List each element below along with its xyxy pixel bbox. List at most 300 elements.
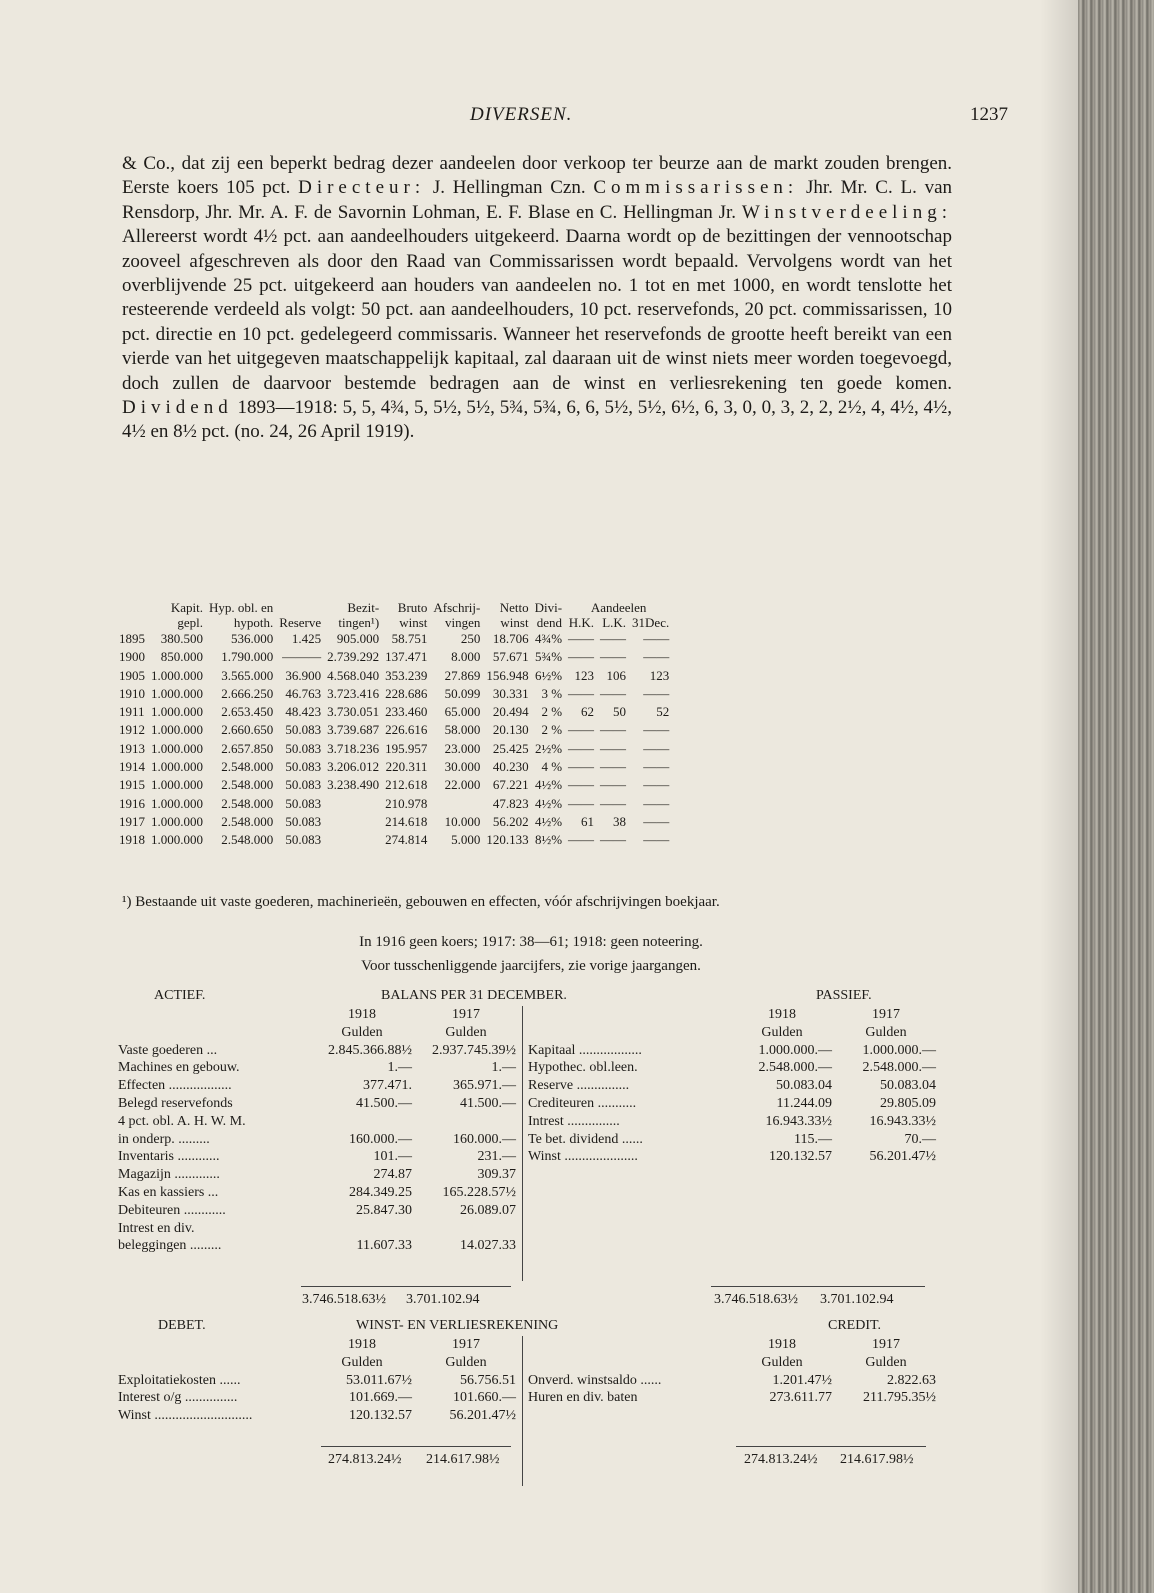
- column-header: Kapit.: [170, 600, 203, 615]
- table-cell: 380.500: [160, 631, 203, 646]
- account-amount: 165.228.57½: [442, 1184, 516, 1200]
- table-cell: 57.671: [492, 649, 529, 665]
- table-row: [116, 740, 672, 758]
- history-table: [116, 600, 672, 850]
- account-label: beleggingen .........: [118, 1238, 222, 1254]
- account-label: Huren en div. baten: [528, 1390, 638, 1406]
- table-cell: 2½%: [534, 740, 563, 756]
- account-amount: 273.611.77: [769, 1390, 832, 1406]
- table-cell: ———: [282, 649, 322, 665]
- table-cell: ——: [600, 759, 627, 775]
- column-header: Reserve: [279, 615, 322, 630]
- table-cell: 50.083: [285, 832, 322, 848]
- table-cell: 1918: [119, 832, 145, 848]
- table-cell: 8½%: [534, 832, 563, 848]
- book-edge: [1078, 0, 1154, 1593]
- table-cell: 1912: [119, 722, 145, 738]
- account-row: [116, 1389, 518, 1407]
- account-label: Winst .....................: [528, 1149, 638, 1165]
- account-amount: 1.201.47½: [772, 1372, 832, 1388]
- debet-total-1918: 274.813.24½: [328, 1452, 402, 1467]
- table-cell: ——: [568, 832, 595, 848]
- table-cell: 4½%: [534, 777, 563, 793]
- table-cell: ——: [568, 631, 595, 646]
- column-header: vingen: [444, 615, 481, 630]
- table-cell: 2.666.250: [221, 685, 274, 701]
- column-header: winst: [500, 615, 529, 630]
- account-amount: 211.795.35½: [863, 1390, 936, 1406]
- running-header: [0, 104, 1040, 134]
- table-cell: 226.616: [385, 722, 428, 738]
- table-cell: 233.460: [385, 704, 428, 720]
- table-cell: 1.000.000: [151, 813, 203, 829]
- account-label: Inventaris ............: [118, 1149, 220, 1165]
- label-dividend: Dividend: [122, 397, 233, 419]
- debet-title: DEBET.: [158, 1318, 206, 1333]
- table-cell: 1.000.000: [151, 777, 203, 793]
- table-cell: [324, 813, 382, 831]
- table-cell: 50.083: [285, 795, 322, 811]
- table-cell: 18.706: [492, 631, 529, 646]
- table-cell: 5.000: [451, 832, 481, 848]
- account-row: [116, 1184, 518, 1202]
- table-cell: 3.238.490: [327, 777, 380, 793]
- table-cell: 1913: [119, 740, 145, 756]
- account-row: [526, 1113, 938, 1131]
- table-cell: 905.000: [336, 631, 380, 646]
- table-cell: 6½%: [534, 667, 563, 683]
- table-cell: 850.000: [160, 649, 203, 665]
- table-cell: 1.790.000: [221, 649, 274, 665]
- table-cell: 1905: [119, 667, 145, 683]
- balance-title: BALANS PER 31 DECEMBER.: [381, 988, 567, 1003]
- table-cell: ——: [568, 740, 595, 756]
- table-cell: 10.000: [444, 813, 481, 829]
- account-amount: 1.000.000.—: [862, 1042, 936, 1058]
- account-row: [116, 1095, 518, 1113]
- table-cell: 56.202: [492, 813, 529, 829]
- account-row: [116, 1113, 518, 1131]
- account-amount: [310, 1113, 414, 1131]
- table-header-row: [116, 600, 672, 615]
- account-row: [116, 1372, 518, 1390]
- table-cell: 2.548.000: [221, 813, 274, 829]
- table-cell: ——: [643, 685, 670, 701]
- debet-table: [116, 1336, 518, 1425]
- table-cell: 30.331: [492, 685, 529, 701]
- account-amount: [414, 1113, 518, 1131]
- label-directeur: Directeur:: [298, 177, 426, 199]
- account-label: Kas en kassiers ...: [118, 1184, 219, 1200]
- account-amount: 2.845.366.88½: [328, 1042, 412, 1058]
- table-cell: 250: [460, 631, 481, 646]
- table-cell: 1.000.000: [151, 704, 203, 720]
- account-amount: 14.027.33: [460, 1238, 516, 1254]
- account-label: Hypothec. obl.leen.: [528, 1060, 638, 1076]
- account-amount: 41.500.—: [460, 1095, 516, 1111]
- table-cell: 214.618: [385, 813, 428, 829]
- credit-total-1918: 274.813.24½: [744, 1452, 818, 1467]
- year-1918: 1918: [348, 1007, 376, 1022]
- unit-gulden: Gulden: [341, 1024, 383, 1040]
- unit-gulden: Gulden: [445, 1024, 487, 1040]
- unit-gulden: Gulden: [865, 1354, 907, 1370]
- running-title: DIVERSEN.: [470, 104, 573, 125]
- column-header: L.K.: [602, 615, 627, 630]
- table-cell: 50.083: [285, 813, 322, 829]
- table-cell: 1.000.000: [151, 740, 203, 756]
- table-cell: ——: [568, 795, 595, 811]
- table-cell: 1.000.000: [151, 795, 203, 811]
- table-cell: 1910: [119, 685, 145, 701]
- table-cell: ——: [600, 631, 627, 646]
- column-header: Afschrij-: [433, 600, 481, 615]
- table-cell: 2 %: [541, 704, 563, 720]
- account-amount: 101.660.—: [453, 1390, 516, 1406]
- table-row: [116, 795, 672, 813]
- table-row: [116, 685, 672, 703]
- account-label: Exploitatiekosten ......: [118, 1372, 241, 1388]
- unit-gulden: Gulden: [865, 1024, 907, 1040]
- account-amount: 1.000.000.—: [758, 1042, 832, 1058]
- column-header: Bezit-: [347, 600, 380, 615]
- table-cell: ——: [643, 759, 670, 775]
- winst-heading: [116, 1318, 946, 1336]
- account-label: Belegd reservefonds: [118, 1095, 233, 1111]
- account-row: [116, 1220, 518, 1238]
- table-cell: 2 %: [541, 722, 563, 738]
- year-1918: 1918: [768, 1007, 796, 1022]
- debet-total-1917: 214.617.98½: [426, 1452, 500, 1467]
- account-amount: 101.—: [373, 1149, 412, 1165]
- account-amount: 2.548.000.—: [862, 1060, 936, 1076]
- account-amount: 16.943.33½: [765, 1113, 832, 1129]
- credit-table: [526, 1336, 938, 1407]
- actief-total-1917: 3.701.102.94: [406, 1292, 480, 1307]
- account-row: [116, 1202, 518, 1220]
- table-cell: 8.000: [451, 649, 481, 665]
- account-label: 4 pct. obl. A. H. W. M.: [118, 1113, 246, 1129]
- passief-title: PASSIEF.: [816, 988, 872, 1003]
- account-amount: 2.822.63: [887, 1372, 936, 1388]
- account-row: [116, 1131, 518, 1149]
- table-cell: ——: [568, 685, 595, 701]
- table-row: [116, 667, 672, 685]
- page-gutter-shadow: [1040, 0, 1080, 1593]
- account-amount: [414, 1220, 518, 1238]
- table-cell: 27.869: [444, 667, 481, 683]
- table-cell: ——: [643, 740, 670, 756]
- account-amount: 56.201.47½: [449, 1408, 516, 1424]
- account-row: [116, 1059, 518, 1077]
- table-cell: 47.823: [492, 795, 529, 811]
- table-cell: 67.221: [492, 777, 529, 793]
- table-cell: ——: [600, 685, 627, 701]
- year-1918: 1918: [348, 1337, 376, 1352]
- account-row: [526, 1389, 938, 1407]
- text-segment: 1893—1918: 5, 5, 4¾, 5, 5½, 5½, 5¾, 5¾, 6, 6, 5½, 5½, 6½, 6, 3, 0, 0, 3, 2, 2, 2½, 4, 4½, 4½, 4½ en 8½ pct. (no. 24, 26 April 1919).: [122, 397, 952, 443]
- text-segment: Jhr. Mr. C. L. van Rensdorp, Jhr. Mr. A. F. de Savornin Lohman, E. F. Blase en C. Hellingman Jr.: [122, 177, 953, 223]
- table-cell: 2.548.000: [221, 777, 274, 793]
- table-header-row: [116, 615, 672, 630]
- table-row: [116, 721, 672, 739]
- table-cell: 65.000: [444, 704, 481, 720]
- column-header: Bruto: [397, 600, 428, 615]
- table-cell: 4 %: [541, 759, 563, 775]
- account-label: Reserve ...............: [528, 1078, 630, 1094]
- account-amount: 50.083.04: [880, 1078, 936, 1094]
- account-amount: 1.—: [387, 1060, 412, 1076]
- table-cell: 48.423: [285, 704, 322, 720]
- account-label: Crediteuren ...........: [528, 1095, 637, 1111]
- table-cell: 23.000: [444, 740, 481, 756]
- table-cell: [430, 795, 483, 813]
- account-label: Debiteuren ............: [118, 1202, 226, 1218]
- account-row: [526, 1095, 938, 1113]
- year-1917: 1917: [452, 1337, 480, 1352]
- account-label: Interest o/g ...............: [118, 1390, 238, 1406]
- page-number: 1237: [970, 104, 1008, 125]
- table-cell: 228.686: [385, 685, 428, 701]
- table-cell: 1911: [119, 704, 145, 720]
- table-cell: 52: [656, 704, 670, 720]
- account-label: Te bet. dividend ......: [528, 1131, 643, 1147]
- table-cell: 1.000.000: [151, 685, 203, 701]
- table-cell: 50.083: [285, 777, 322, 793]
- account-amount: 365.971.—: [453, 1078, 516, 1094]
- account-amount: 11.244.09: [776, 1095, 832, 1111]
- account-amount: 26.089.07: [460, 1202, 516, 1218]
- table-cell: 210.978: [385, 795, 428, 811]
- account-amount: 11.607.33: [356, 1238, 412, 1254]
- table-cell: ——: [568, 649, 595, 665]
- account-row: [526, 1077, 938, 1095]
- table-cell: 50.083: [285, 759, 322, 775]
- passief-table: [526, 1006, 938, 1166]
- label-winstverdeeling: Winstverdeeling:: [741, 201, 952, 223]
- table-cell: ——: [600, 795, 627, 811]
- table-cell: 61: [581, 813, 595, 829]
- table-cell: 46.763: [285, 685, 322, 701]
- account-amount: 56.201.47½: [869, 1149, 936, 1165]
- table-cell: 3.730.051: [327, 704, 380, 720]
- account-row: [526, 1148, 938, 1166]
- table-cell: ——: [600, 649, 627, 665]
- table-cell: 1914: [119, 759, 145, 775]
- account-amount: 16.943.33½: [869, 1113, 936, 1129]
- account-label: Machines en gebouw.: [118, 1060, 240, 1076]
- table-cell: ——: [568, 722, 595, 738]
- table-cell: 50.083: [285, 740, 322, 756]
- table-cell: 1.000.000: [151, 832, 203, 848]
- table-cell: 3.739.687: [327, 722, 380, 738]
- table-cell: 1.000.000: [151, 722, 203, 738]
- account-row: [116, 1148, 518, 1166]
- table-cell: 353.239: [385, 667, 428, 683]
- column-header: gepl.: [177, 615, 203, 630]
- credit-total-1917: 214.617.98½: [840, 1452, 914, 1467]
- account-row: [116, 1077, 518, 1095]
- table-cell: ——: [643, 649, 670, 665]
- column-header: Netto: [499, 600, 529, 615]
- year-1917: 1917: [872, 1337, 900, 1352]
- account-label: Winst ............................: [118, 1408, 253, 1424]
- label-commissarissen: Commissarissen:: [593, 177, 799, 199]
- account-amount: [310, 1220, 414, 1238]
- table-cell: 62: [581, 704, 595, 720]
- account-label: Magazijn .............: [118, 1167, 220, 1183]
- table-cell: 25.425: [492, 740, 529, 756]
- account-label: Effecten ..................: [118, 1078, 232, 1094]
- table-cell: ——: [568, 759, 595, 775]
- table-cell: ——: [643, 795, 670, 811]
- account-amount: 115.—: [794, 1131, 832, 1147]
- account-label: Intrest en div.: [118, 1220, 195, 1236]
- year-1917: 1917: [872, 1007, 900, 1022]
- column-header: H.K.: [568, 615, 595, 630]
- account-label: Onverd. winstsaldo ......: [528, 1372, 662, 1388]
- table-cell: 156.948: [486, 667, 529, 683]
- table-cell: 50: [613, 704, 627, 720]
- column-header: tingen¹): [338, 615, 380, 630]
- table-cell: 3 %: [541, 685, 563, 701]
- table-cell: ——: [643, 777, 670, 793]
- winst-title: WINST- EN VERLIESREKENING: [356, 1318, 559, 1333]
- account-amount: 160.000.—: [453, 1131, 516, 1147]
- column-header: 31Dec.: [632, 615, 670, 630]
- table-cell: ——: [600, 777, 627, 793]
- table-cell: 58.751: [391, 631, 428, 646]
- text-segment: Allereerst wordt 4½ pct. aan aandeelhouders uitgekeerd. Daarna wordt op de bezittingen der vennootschap zooveel afgeschreven als door den Raad van Commissarissen wordt bepaald. Vervolgens wordt van het overblijvende 25 pct. uitgekeerd aan houders van aandeelen no. 1 tot en met 1000, en wordt tenslotte het resteerende verdeeld als volgt: 50 pct. aan aandeelhouders, 10 pct. reservefonds, 20 pct. commissarissen, 10 pct. directie en 10 pct. gedelegeerd commissaris. Wanneer het reservefonds de grootte heeft bereikt van een vierde van het uitgegeven maatschappelijk kapitaal, zal daaraan uit de winst niets meer worden toegevoegd, doch zullen de daarvoor bestemde bedragen aan de winst en verliesrekening ten goede komen.: [122, 226, 952, 394]
- account-label: in onderp. .........: [118, 1131, 210, 1147]
- account-amount: 53.011.67½: [346, 1372, 412, 1388]
- table-cell: ——: [643, 832, 670, 848]
- column-header: Hyp. obl. en: [209, 600, 274, 615]
- year-1917: 1917: [452, 1007, 480, 1022]
- table-cell: 50.083: [285, 722, 322, 738]
- table-row: [116, 758, 672, 776]
- note-koers: In 1916 geen koers; 1917: 38—61; 1918: geen noteering.: [359, 934, 703, 950]
- table-cell: 212.618: [385, 777, 428, 793]
- table-cell: 123: [649, 667, 670, 683]
- table-cell: 4½%: [534, 813, 563, 829]
- table-cell: ——: [600, 832, 627, 848]
- account-label: Intrest ...............: [528, 1113, 620, 1129]
- column-header: Aandeelen: [590, 600, 647, 615]
- account-amount: 377.471.: [363, 1078, 412, 1094]
- table-cell: 2.548.000: [221, 795, 274, 811]
- unit-gulden: Gulden: [445, 1354, 487, 1370]
- column-header: winst: [399, 615, 428, 630]
- table-cell: 1915: [119, 777, 145, 793]
- column-header: [116, 600, 148, 615]
- unit-gulden: Gulden: [761, 1024, 803, 1040]
- account-amount: 101.669.—: [349, 1390, 412, 1406]
- actief-total-1918: 3.746.518.63½: [302, 1292, 386, 1307]
- actief-table: [116, 1006, 518, 1255]
- actief-title: ACTIEF.: [154, 988, 206, 1003]
- table-row: [116, 648, 672, 666]
- table-cell: 195.957: [385, 740, 428, 756]
- table-cell: 1.000.000: [151, 759, 203, 775]
- table-cell: 40.230: [492, 759, 529, 775]
- table-cell: ——: [643, 813, 670, 829]
- table-cell: 3.718.236: [327, 740, 380, 756]
- profit-loss-account: [116, 1318, 946, 1467]
- table-cell: 2.739.292: [327, 649, 380, 665]
- account-row: [116, 1042, 518, 1060]
- table-row: [116, 776, 672, 794]
- passief-total-1917: 3.701.102.94: [820, 1292, 894, 1307]
- column-header: [116, 615, 148, 630]
- table-cell: ——: [600, 722, 627, 738]
- table-cell: [324, 831, 382, 849]
- credit-title: CREDIT.: [828, 1318, 882, 1333]
- table-cell: 120.133: [486, 832, 529, 848]
- table-cell: 1900: [119, 649, 145, 665]
- account-amount: 29.805.09: [880, 1095, 936, 1111]
- table-cell: 1.000.000: [151, 667, 203, 683]
- year-1918: 1918: [768, 1337, 796, 1352]
- company-description: [122, 152, 952, 445]
- table-cell: 2.548.000: [221, 832, 274, 848]
- table-cell: 20.130: [492, 722, 529, 738]
- column-divider: [522, 1336, 523, 1486]
- table-cell: 274.814: [385, 832, 428, 848]
- table-cell: 4½%: [534, 795, 563, 811]
- table-cell: 1895: [119, 631, 145, 646]
- account-amount: 274.87: [373, 1167, 412, 1183]
- table-row: [116, 813, 672, 831]
- table-cell: 2.653.450: [221, 704, 274, 720]
- account-amount: 25.847.30: [356, 1202, 412, 1218]
- column-header: dend: [536, 615, 563, 630]
- account-label: Kapitaal ..................: [528, 1042, 642, 1058]
- table-cell: 36.900: [285, 667, 322, 683]
- table-cell: 20.494: [492, 704, 529, 720]
- table-cell: ——: [568, 777, 595, 793]
- table-row: [116, 630, 672, 648]
- column-header: Divi-: [534, 600, 563, 615]
- table-cell: 30.000: [444, 759, 481, 775]
- table-cell: 3.206.012: [327, 759, 380, 775]
- table-row: [116, 703, 672, 721]
- table-cell: 1.425: [291, 631, 322, 646]
- account-amount: 160.000.—: [349, 1131, 412, 1147]
- table-cell: 1916: [119, 795, 145, 811]
- account-amount: 70.—: [904, 1131, 936, 1147]
- column-divider: [522, 1006, 523, 1281]
- column-header: [276, 600, 324, 615]
- table-cell: 137.471: [385, 649, 428, 665]
- table-cell: 5¾%: [534, 649, 563, 665]
- unit-gulden: Gulden: [761, 1354, 803, 1370]
- account-row: [116, 1237, 518, 1255]
- table-cell: 2.657.850: [221, 740, 274, 756]
- table-cell: 536.000: [231, 631, 274, 646]
- account-amount: 309.37: [477, 1167, 516, 1183]
- table-cell: 38: [613, 813, 627, 829]
- text-segment: & Co., dat zij een beperkt bedrag dezer aandeelen door verkoop ter beurze aan de markt zouden brengen. Eerste koers 105 pct.: [122, 153, 952, 199]
- table-cell: ——: [643, 722, 670, 738]
- account-amount: 120.132.57: [349, 1408, 412, 1424]
- account-label: Vaste goederen ...: [118, 1042, 218, 1058]
- account-amount: 41.500.—: [356, 1095, 412, 1111]
- account-amount: 231.—: [477, 1149, 516, 1165]
- account-amount: 1.—: [491, 1060, 516, 1076]
- note-jaarcijfers: Voor tusschenliggende jaarcijfers, zie vorige jaargangen.: [361, 958, 701, 974]
- table-cell: 123: [574, 667, 595, 683]
